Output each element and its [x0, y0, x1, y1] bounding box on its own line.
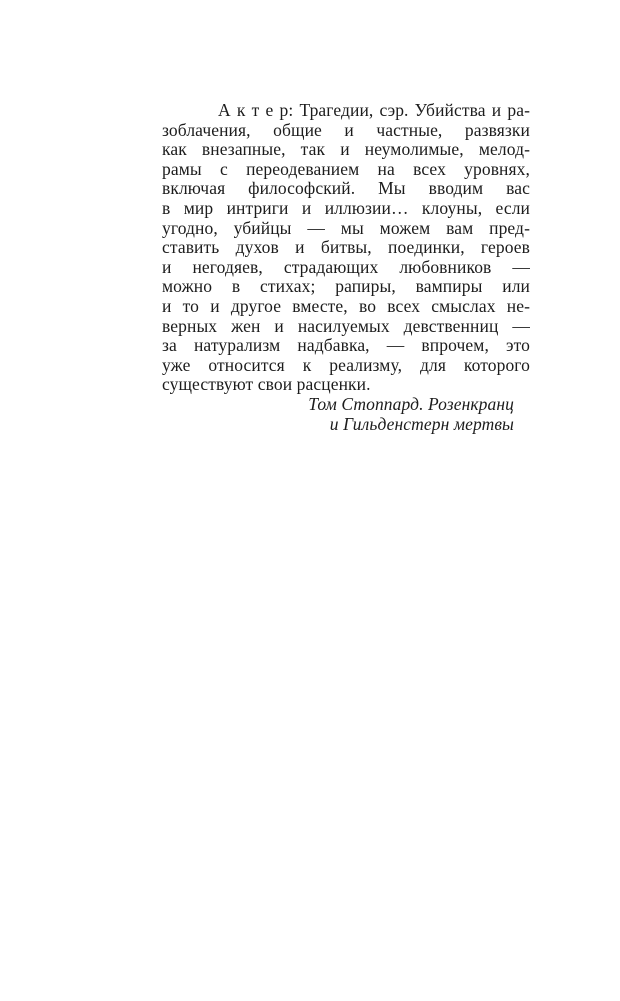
epigraph-line: угодно, убийцы — мы можем вам пред-: [162, 217, 530, 238]
epigraph-line: рамы с переодеванием на всех уровнях,: [162, 158, 530, 179]
epigraph-line: существуют свои расценки.: [162, 374, 371, 395]
epigraph-line: верных жен и насилуемых девственниц —: [162, 315, 530, 336]
epigraph-line: включая философский. Мы вводим вас: [162, 178, 530, 199]
attribution-line: и Гильденстерн мертвы: [329, 413, 514, 434]
attribution-line: Том Стоппард. Розенкранц: [308, 393, 514, 414]
epigraph-block: [162, 101, 530, 434]
epigraph-line: можно в стихах; рапиры, вампиры или: [162, 276, 530, 297]
epigraph-line: А к т е р: Трагедии, сэр. Убийства и ра-: [218, 100, 530, 120]
epigraph-text: [162, 101, 530, 395]
epigraph-attribution: [162, 395, 530, 434]
epigraph-line: зоблачения, общие и частные, развязки: [162, 119, 530, 140]
epigraph-line: ставить духов и битвы, поединки, героев: [162, 237, 530, 258]
epigraph-line: за натурализм надбавка, — впрочем, это: [162, 335, 530, 356]
epigraph-line: и то и другое вместе, во всех смыслах не-: [162, 295, 530, 316]
epigraph-line: в мир интриги и иллюзии… клоуны, если: [162, 197, 530, 218]
epigraph-line: уже относится к реализму, для которого: [162, 354, 530, 375]
epigraph-line: и негодяев, страдающих любовников —: [162, 256, 530, 277]
epigraph-line: как внезапные, так и неумолимые, мелод-: [162, 139, 530, 160]
